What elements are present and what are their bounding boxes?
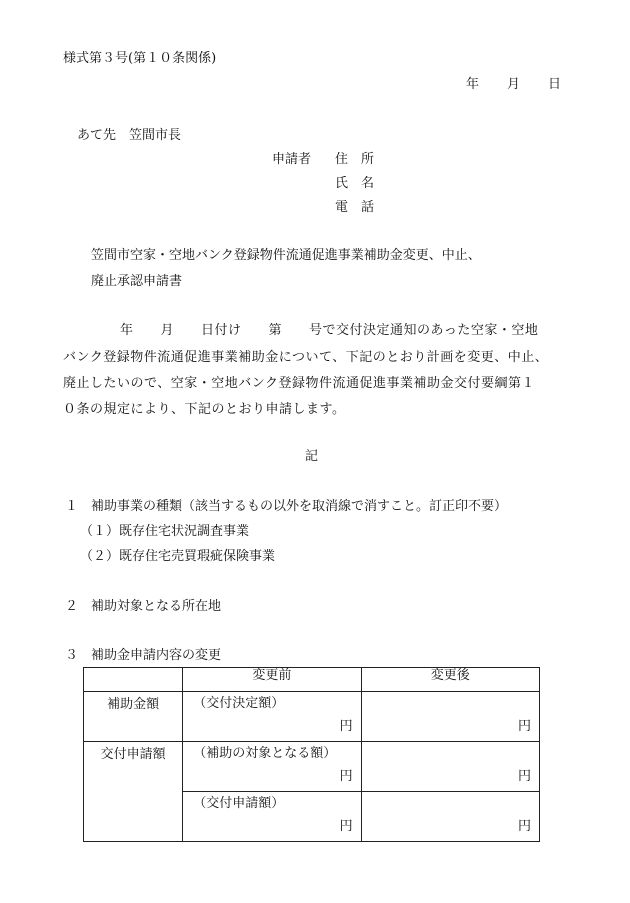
body-line-1: 年 月 日付け 第 号で交付決定通知のあった空家・空地 <box>120 323 539 338</box>
section-2-title: ２ 補助対象となる所在地 <box>65 599 222 614</box>
yen-unit: 円 <box>339 719 353 734</box>
before-cell-applied-amount <box>183 792 361 842</box>
table-header-before: 変更前 <box>183 668 361 692</box>
section-1-item-1: （１）既存住宅状況調査事業 <box>80 524 250 539</box>
section-1-item-2: （２）既存住宅売買瑕疵保険事業 <box>80 549 276 564</box>
date-year-label: 年 <box>466 77 480 92</box>
yen-unit: 円 <box>339 819 353 834</box>
ki-heading: 記 <box>305 449 319 464</box>
body-line-2: バンク登録物件流通促進事業補助金について、下記のとおり計画を変更、中止、 <box>63 350 549 365</box>
applied-amount-label: （交付申請額） <box>193 796 285 811</box>
table-row <box>84 742 540 792</box>
yen-unit: 円 <box>517 769 531 784</box>
body-line-4: ０条の規定により、下記のとおり申請します。 <box>63 402 346 417</box>
table-header-after: 変更後 <box>361 668 539 692</box>
change-table <box>83 667 540 842</box>
applicant-address-label: 住 所 <box>335 152 375 167</box>
document-title-line2: 廃止承認申請書 <box>91 274 183 289</box>
row-label-application-amount: 交付申請額 <box>84 742 183 842</box>
table-row <box>84 692 540 742</box>
after-cell-applied-amount <box>361 792 539 842</box>
after-cell-subsidy-amount <box>361 692 539 742</box>
date-month-label: 月 <box>507 77 521 92</box>
before-cell-eligible-amount <box>183 742 361 792</box>
applicant-label: 申請者 <box>272 152 312 167</box>
yen-unit: 円 <box>517 719 531 734</box>
applicant-name-label: 氏 名 <box>335 176 375 191</box>
form-number: 様式第３号(第１０条関係) <box>63 51 217 66</box>
yen-unit: 円 <box>339 769 353 784</box>
document-title-line1: 笠間市空家・空地バンク登録物件流通促進事業補助金変更、中止、 <box>91 248 481 263</box>
section-1-title: １ 補助事業の種類（該当するもの以外を取消線で消すこと。訂正印不要） <box>65 499 508 514</box>
addressee: あて先 笠間市長 <box>77 128 182 143</box>
yen-unit: 円 <box>517 819 531 834</box>
body-line-3: 廃止したいので、空家・空地バンク登録物件流通促進事業補助金交付要綱第１ <box>63 376 535 391</box>
date-day-label: 日 <box>548 77 562 92</box>
table-header-blank <box>84 668 183 692</box>
eligible-amount-label: （補助の対象となる額） <box>193 746 337 761</box>
before-cell-granted-amount <box>183 692 361 742</box>
after-cell-eligible-amount <box>361 742 539 792</box>
date-line <box>466 77 561 93</box>
granted-amount-label: （交付決定額） <box>193 696 285 711</box>
section-3-title: ３ 補助金申請内容の変更 <box>65 648 222 663</box>
row-label-subsidy-amount: 補助金額 <box>84 692 183 742</box>
applicant-phone-label: 電 話 <box>335 200 375 215</box>
table-header-row <box>84 668 540 692</box>
